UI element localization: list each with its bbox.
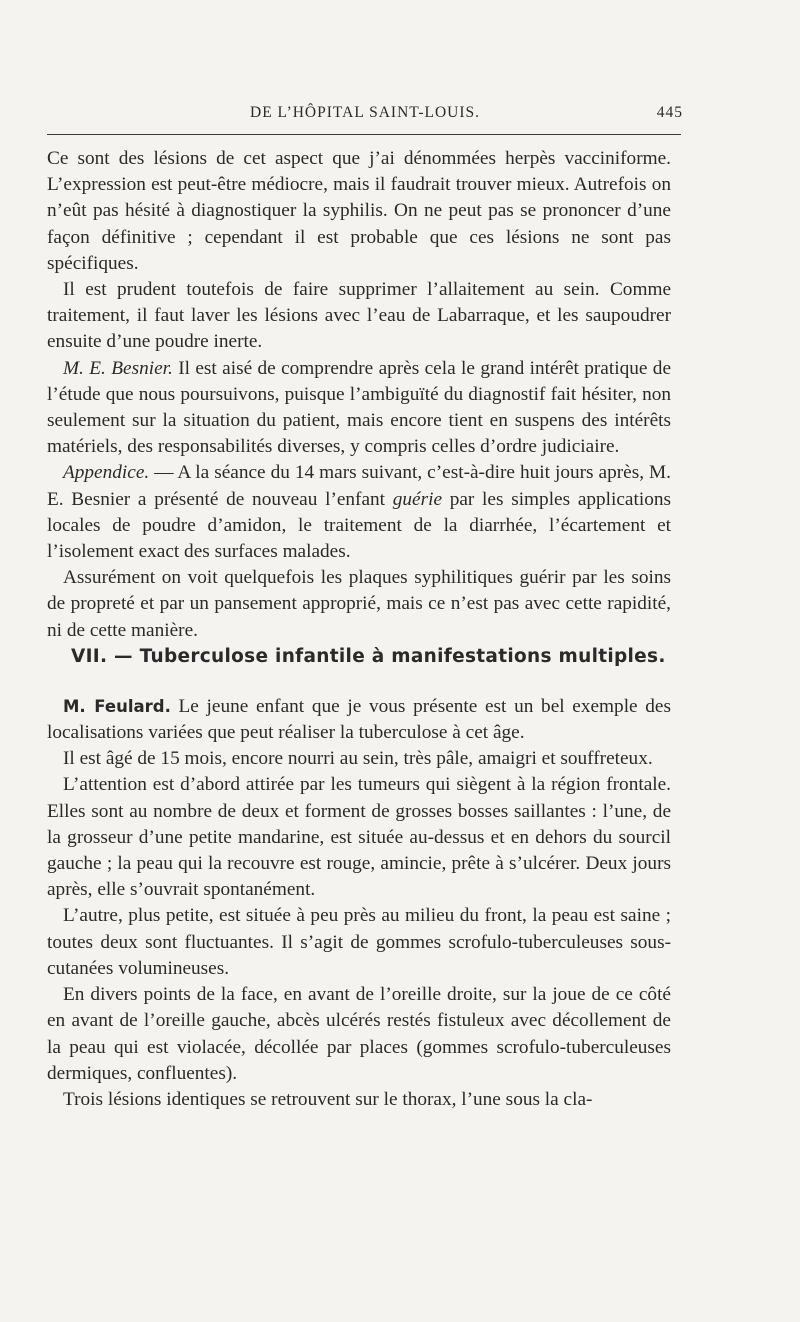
appendix-label: Appendice. (63, 462, 150, 484)
paragraph: Assurément on voit quelquefois les plaques syphilitiques guérir par les soins de propreté et par un pansement approprié, mais ce n’est pas avec cette rapidité, ni de cette manière. (47, 567, 671, 641)
page-number: 445 (656, 104, 683, 121)
paragraph-text: par les simples applications locales de poudre d’amidon, le traitement de la diarrhée, l’écartement et l’isolement exact des surfaces malades. (47, 488, 671, 563)
paragraph-text: — A la séance du 14 mars suivant, c’est-à-dire huit jours après, M. E. Besnier a présenté de nouveau l’enfant (47, 462, 671, 510)
paragraph: L’autre, plus petite, est située à peu près au milieu du front, la peau est saine ; toutes deux sont fluctuantes. Il s’agit de gommes scrofulo-tuberculeuses sous-cutanées volumineuses. (47, 905, 671, 979)
paragraph-text: Il est aisé de comprendre après cela le grand intérêt pratique de l’étude que nous poursuivons, puisque l’ambiguïté du diagnostif fait hésiter, non seulement sur la situation du patient, mais encore tient en suspens des intérêts matériels, des responsabilités diverses, y compris celles d’ordre judiciaire. (47, 357, 672, 458)
running-title: DE L’HÔPITAL SAINT-LOUIS. (250, 104, 480, 121)
paragraph: Trois lésions identiques se retrouvent sur le thorax, l’une sous la cla- (63, 1088, 593, 1110)
body-text (47, 146, 671, 1113)
paragraph: En divers points de la face, en avant de l’oreille droite, sur la joue de ce côté en avant de l’oreille gauche, abcès ulcérés restés fistuleux avec décollement de la peau qui est violacée, décollée par places (gommes scrofulo-tuberculeuses dermiques, confluentes). (47, 984, 671, 1084)
paragraph: Ce sont des lésions de cet aspect que j’ai dénommées herpès vacciniforme. L’expression est peut-être médiocre, mais il faudrait trouver mieux. Autrefois on n’eût pas hésité à diagnostiquer la syphilis. On ne peut pas se prononcer d’une façon définitive ; cependant il est probable que ces lésions ne sont pas spécifiques. (47, 148, 671, 274)
header-rule (47, 134, 681, 135)
paragraph (47, 460, 671, 565)
running-head (47, 104, 683, 130)
emphasis: guérie (392, 488, 443, 510)
paragraph: Il est âgé de 15 mois, encore nourri au sein, très pâle, amaigri et souffreteux. (63, 748, 653, 770)
speaker-name: M. E. Besnier. (63, 357, 173, 379)
paragraph: L’attention est d’abord attirée par les tumeurs qui siègent à la région frontale. Elles sont au nombre de deux et forment de grosses bosses saillantes : l’une, de la grosseur d’une petite mandarine, est située au-dessus et en dehors du sourcil gauche ; la peau qui la recouvre est rouge, amincie, prête à s’ulcérer. Deux jours après, elle s’ouvrait spontanément. (47, 774, 671, 901)
paragraph-text: Le jeune enfant que je vous présente est un bel exemple des localisations variées que peut réaliser la tuberculose à cet âge. (47, 695, 671, 744)
paragraph (47, 694, 671, 746)
section-title: VII. — Tuberculose infantile à manifestations multiples. (71, 645, 666, 667)
speaker-name: M. Feulard. (63, 696, 171, 716)
paragraph (47, 356, 671, 461)
paragraph: Il est prudent toutefois de faire supprimer l’allaitement au sein. Comme traitement, il faut laver les lésions avec l’eau de Labarraque, et les saupoudrer ensuite d’une poudre inerte. (47, 279, 671, 353)
